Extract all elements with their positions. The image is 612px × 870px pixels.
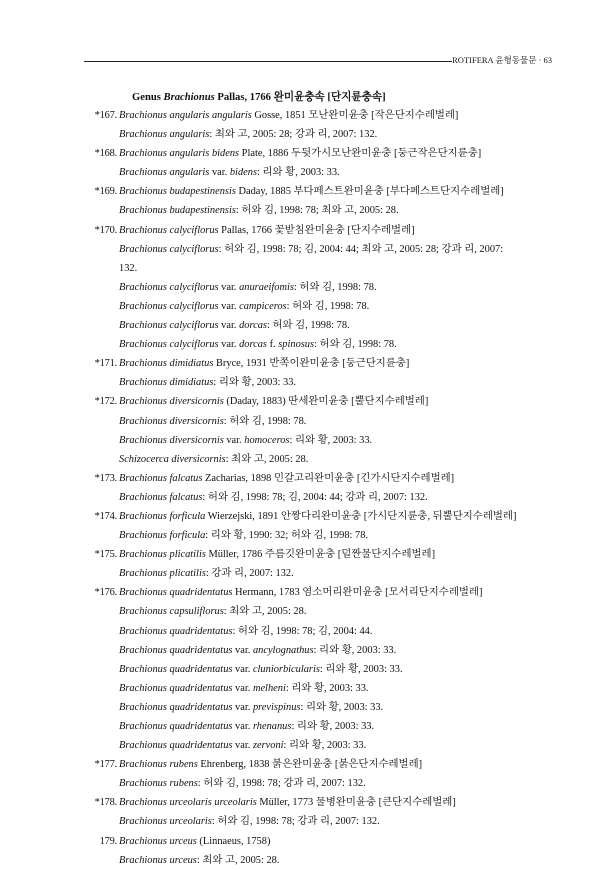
citation-text: var.	[223, 434, 245, 446]
taxon-name: dorcas	[239, 320, 267, 332]
synonym-line	[0, 698, 612, 717]
entry-text	[119, 469, 454, 488]
citation-text: : 리와 황, 2003: 33.	[289, 434, 373, 446]
taxon-name: Brachionus forficula	[119, 510, 206, 522]
species-entry	[0, 832, 612, 851]
citation-text: : 리와 황, 2003: 33.	[285, 682, 369, 694]
entry-text	[119, 488, 428, 507]
entry-text	[119, 679, 369, 698]
taxon-name: Brachionus quadridentatus	[119, 644, 233, 656]
taxon-name: rhenanus	[252, 721, 292, 732]
taxon-name: Brachionus budapestinensis	[119, 186, 236, 198]
citation-text: var.	[232, 644, 253, 656]
taxon-name: Brachionus quadridentatus	[119, 682, 233, 694]
entry-text	[119, 545, 435, 564]
species-entry	[0, 507, 612, 526]
synonym-line	[0, 602, 612, 621]
entry-text	[119, 641, 396, 660]
taxon-name: melheni	[252, 682, 286, 694]
citation-text: Daday, 1885 부다페스트완미윤충 [부다페스트단지수레벌레]	[235, 186, 504, 198]
species-entry	[0, 221, 612, 240]
entry-text	[119, 717, 374, 736]
entry-text	[119, 163, 340, 182]
taxon-name: Brachionus forficula	[119, 530, 206, 542]
citation-text: Gosse, 1851 모난완미윤충 [작은단지수레벌레]	[251, 110, 459, 121]
taxon-name: Brachionus capsuliflorus	[119, 606, 224, 618]
citation-text: var.	[218, 320, 240, 332]
entry-number: *171.	[94, 358, 117, 370]
citation-text: var.	[209, 167, 230, 179]
synonym-line	[0, 240, 612, 259]
citation-text: : 최와 고, 2005: 28.	[223, 606, 307, 618]
citation-text: : 허와 김, 1998: 78.	[223, 415, 307, 427]
citation-text: var.	[232, 740, 253, 752]
citation-text: Hermann, 1783 염소머리완미윤충 [모서리단지수레벌레]	[232, 587, 483, 599]
taxon-name: Brachionus urceolaris urceolaris	[119, 797, 257, 809]
entry-number: *176.	[94, 587, 117, 599]
taxon-name: Brachionus quadridentatus	[119, 587, 233, 599]
synonym-line	[0, 125, 612, 144]
synonym-line	[0, 297, 612, 316]
taxon-name: homoceros	[244, 434, 290, 446]
taxon-name: ancylognathus	[252, 644, 314, 656]
citation-text: : 리와 황, 2003: 33.	[300, 701, 384, 713]
synonym-line	[0, 660, 612, 679]
taxon-name: Brachionus quadridentatus	[119, 721, 233, 732]
entry-text	[119, 259, 137, 278]
taxon-name: Brachionus diversicornis	[119, 396, 224, 408]
entry-continuation	[0, 259, 612, 278]
species-entry	[0, 755, 612, 774]
taxon-name: Brachionus dimidiatus	[119, 358, 214, 370]
synonym-line	[0, 201, 612, 220]
entry-text	[119, 507, 516, 526]
citation-text: : 강과 리, 2007: 132.	[205, 568, 294, 580]
citation-text: : 허와 김, 1998: 78.	[286, 300, 370, 312]
taxon-name: Brachionus calyciflorus	[119, 281, 219, 293]
citation-text: var.	[218, 281, 240, 293]
taxon-name: Brachionus falcatus	[119, 472, 203, 484]
taxon-name: Brachionus quadridentatus	[119, 701, 233, 713]
entry-text	[119, 221, 415, 240]
entry-text	[119, 144, 481, 163]
entry-number: *170.	[94, 224, 117, 236]
entry-text	[119, 698, 383, 717]
citation-text: Müller, 1773 물병완미윤충 [큰단지수레벌레]	[256, 797, 456, 809]
entry-text	[119, 106, 458, 125]
citation-text: : 리와 황, 2003: 33.	[213, 377, 297, 389]
citation-text: : 허와 김, 1998: 78; 김, 2004: 44; 강과 리, 2007: 132.	[202, 491, 428, 503]
synonym-line	[0, 373, 612, 392]
citation-text: (Daday, 1883) 딴세완미윤충 [뿔단지수레벌레]	[223, 396, 429, 408]
species-entry	[0, 469, 612, 488]
taxon-name: dorcas	[239, 339, 267, 351]
entry-text	[119, 240, 503, 259]
entry-text	[119, 201, 399, 220]
entry-number: *173.	[94, 472, 117, 484]
entry-text	[119, 431, 372, 450]
taxon-name: Brachionus budapestinensis	[119, 205, 236, 217]
citation-text: Zacharias, 1898 민갈고리완미윤충 [긴가시단지수레벌레]	[202, 472, 455, 484]
synonym-line	[0, 412, 612, 431]
taxon-name: anuraeifomis	[239, 281, 294, 293]
synonym-line	[0, 812, 612, 831]
citation-text: : 최와 고, 2005: 28.	[196, 854, 280, 866]
entry-number: 179.	[99, 835, 117, 847]
citation-text: : 리와 황, 2003: 33.	[313, 644, 397, 656]
citation-text: : 최와 고, 2005: 28; 강과 리, 2007: 132.	[209, 129, 378, 141]
synonym-line	[0, 622, 612, 641]
citation-text: var.	[232, 721, 253, 732]
taxon-name: cluniorbicularis	[252, 663, 320, 675]
taxon-name: Brachionus quadridentatus	[119, 740, 233, 752]
synonym-line	[0, 278, 612, 297]
citation-text: Müller, 1786 주름깃완미윤충 [덜짠물단지수레벌레]	[205, 549, 436, 561]
taxon-name: Brachionus angularis	[119, 167, 210, 179]
entry-number: *172.	[94, 396, 117, 408]
citation-text: : 허와 김, 1998: 78; 강과 리, 2007: 132.	[211, 816, 380, 828]
entry-number: *169.	[94, 186, 117, 198]
entry-text	[119, 832, 270, 851]
taxon-name: zervoni	[252, 740, 284, 752]
header-rule	[84, 61, 452, 62]
taxon-name: Brachionus rubens	[119, 759, 198, 771]
entry-text	[119, 602, 306, 621]
taxon-name: Brachionus plicatilis	[119, 568, 206, 580]
synonym-line	[0, 736, 612, 755]
taxon-name: Brachionus urceus	[119, 835, 197, 847]
entry-text	[119, 316, 350, 335]
citation-text: : 허와 김, 1998: 78.	[293, 281, 377, 293]
entry-text	[119, 125, 377, 144]
citation-text: var.	[232, 663, 253, 675]
citation-text: Bryce, 1931 반쪽이완미윤충 [둥근단지륜충]	[213, 358, 410, 370]
citation-text: : 허와 김, 1998: 78; 최와 고, 2005: 28.	[235, 205, 399, 217]
taxon-name: previspinus	[252, 701, 301, 713]
citation-text: f.	[266, 339, 279, 351]
taxon-name: Brachionus rubens	[119, 778, 198, 790]
entry-text	[119, 793, 456, 812]
entry-number: *168.	[94, 148, 117, 160]
species-entry	[0, 106, 612, 125]
citation-text: var.	[232, 701, 253, 713]
entry-text	[119, 774, 366, 793]
synonym-line	[0, 851, 612, 870]
genus-prefix: Genus	[132, 92, 161, 103]
taxon-name: spinosus	[278, 339, 315, 351]
citation-text: : 허와 김, 1998: 78; 김, 2004: 44; 최와 고, 2005: 28; 강과 리, 2007:	[218, 243, 504, 255]
entry-text	[119, 450, 308, 469]
entry-text	[119, 736, 366, 755]
citation-text: : 리와 황, 2003: 33.	[257, 167, 340, 179]
citation-text: : 최와 고, 2005: 28.	[225, 453, 309, 465]
taxon-name: Brachionus falcatus	[119, 491, 203, 503]
synonym-line	[0, 335, 612, 354]
taxon-name: Brachionus quadridentatus	[119, 625, 233, 637]
genus-heading	[132, 89, 386, 104]
citation-text: var.	[218, 300, 240, 312]
taxon-name: Schizocerca diversicornis	[119, 453, 226, 465]
citation-text: : 허와 김, 1998: 78.	[266, 320, 350, 332]
synonym-line	[0, 641, 612, 660]
entry-text	[119, 583, 482, 602]
entry-text	[119, 297, 369, 316]
entry-text	[119, 622, 372, 641]
synonym-line	[0, 488, 612, 507]
entry-text	[119, 412, 306, 431]
taxon-name: Brachionus diversicornis	[119, 415, 224, 427]
species-entry	[0, 182, 612, 201]
citation-text: : 허와 김, 1998: 78; 강과 리, 2007: 132.	[197, 778, 366, 790]
entry-number: *175.	[94, 549, 117, 561]
species-entry	[0, 354, 612, 373]
synonym-line	[0, 431, 612, 450]
running-head: ROTIFERA 윤형동물문 · 63	[452, 55, 552, 65]
entry-number: *174.	[94, 510, 117, 522]
taxon-name: Brachionus urceolaris	[119, 816, 212, 828]
synonym-line	[0, 717, 612, 736]
citation-text: : 리와 황, 2003: 33.	[283, 740, 367, 752]
citation-text: var.	[232, 682, 253, 694]
taxon-name: Brachionus urceus	[119, 854, 197, 866]
taxon-name: Brachionus dimidiatus	[119, 377, 214, 389]
species-list	[0, 106, 612, 870]
synonym-line	[0, 526, 612, 545]
species-entry	[0, 144, 612, 163]
taxon-name: Brachionus angularis bidens	[119, 148, 240, 160]
entry-text	[119, 660, 403, 679]
taxon-name: Brachionus calyciflorus	[119, 224, 219, 236]
citation-text: Pallas, 1766 꽃받침완미윤충 [단지수레벌레]	[218, 224, 415, 236]
entry-text	[119, 182, 504, 201]
taxon-name: Brachionus plicatilis	[119, 549, 206, 561]
citation-text: : 리와 황, 1990: 32; 허와 김, 1998: 78.	[205, 530, 368, 542]
citation-text: : 허와 김, 1998: 78.	[314, 339, 397, 351]
entry-text	[119, 564, 294, 583]
synonym-line	[0, 163, 612, 182]
citation-text: (Linnaeus, 1758)	[196, 835, 271, 847]
species-entry	[0, 583, 612, 602]
species-entry	[0, 545, 612, 564]
taxon-name: campiceros	[239, 300, 287, 312]
taxon-name: Brachionus diversicornis	[119, 434, 224, 446]
entry-text	[119, 392, 428, 411]
citation-text: Plate, 1886 두뒷가시모난완미윤충 [둥근작은단지륜충]	[239, 148, 482, 160]
citation-text: : 리와 황, 2003: 33.	[319, 663, 403, 675]
taxon-name: Brachionus quadridentatus	[119, 663, 233, 675]
species-entry	[0, 392, 612, 411]
entry-number: *167.	[94, 110, 117, 121]
citation-text: Ehrenberg, 1838 붉은완미윤충 [붉은단지수레벌레]	[197, 759, 423, 771]
synonym-line	[0, 679, 612, 698]
citation-text: 132.	[119, 262, 138, 274]
synonym-line	[0, 564, 612, 583]
genus-name: Brachionus	[163, 92, 215, 103]
taxon-name: bidens	[229, 167, 257, 179]
citation-text: var.	[218, 339, 240, 351]
entry-number: *178.	[94, 797, 117, 809]
citation-text: : 리와 황, 2003: 33.	[291, 721, 375, 732]
entry-text	[119, 335, 397, 354]
entry-text	[119, 851, 279, 870]
taxon-name: Brachionus calyciflorus	[119, 243, 219, 255]
synonym-line	[0, 450, 612, 469]
taxon-name: Brachionus angularis angularis	[119, 110, 252, 121]
taxon-name: Brachionus calyciflorus	[119, 300, 219, 312]
entry-text	[119, 526, 368, 545]
species-entry	[0, 793, 612, 812]
taxon-name: Brachionus calyciflorus	[119, 320, 219, 332]
citation-text: : 허와 김, 1998: 78; 김, 2004: 44.	[232, 625, 373, 637]
entry-text	[119, 354, 409, 373]
entry-text	[119, 373, 296, 392]
entry-text	[119, 278, 377, 297]
synonym-line	[0, 316, 612, 335]
citation-text: Wierzejski, 1891 안짱다리완미윤충 [가시단지륜충, 뒤뿔단지수레벌레]	[205, 510, 517, 522]
entry-text	[119, 812, 380, 831]
synonym-line	[0, 774, 612, 793]
taxon-name: Brachionus calyciflorus	[119, 339, 219, 351]
entry-number: *177.	[94, 759, 117, 771]
taxon-name: Brachionus angularis	[119, 129, 210, 141]
entry-text	[119, 755, 422, 774]
genus-author: Pallas, 1766 완미윤충속 [단지륜충속]	[217, 92, 386, 103]
